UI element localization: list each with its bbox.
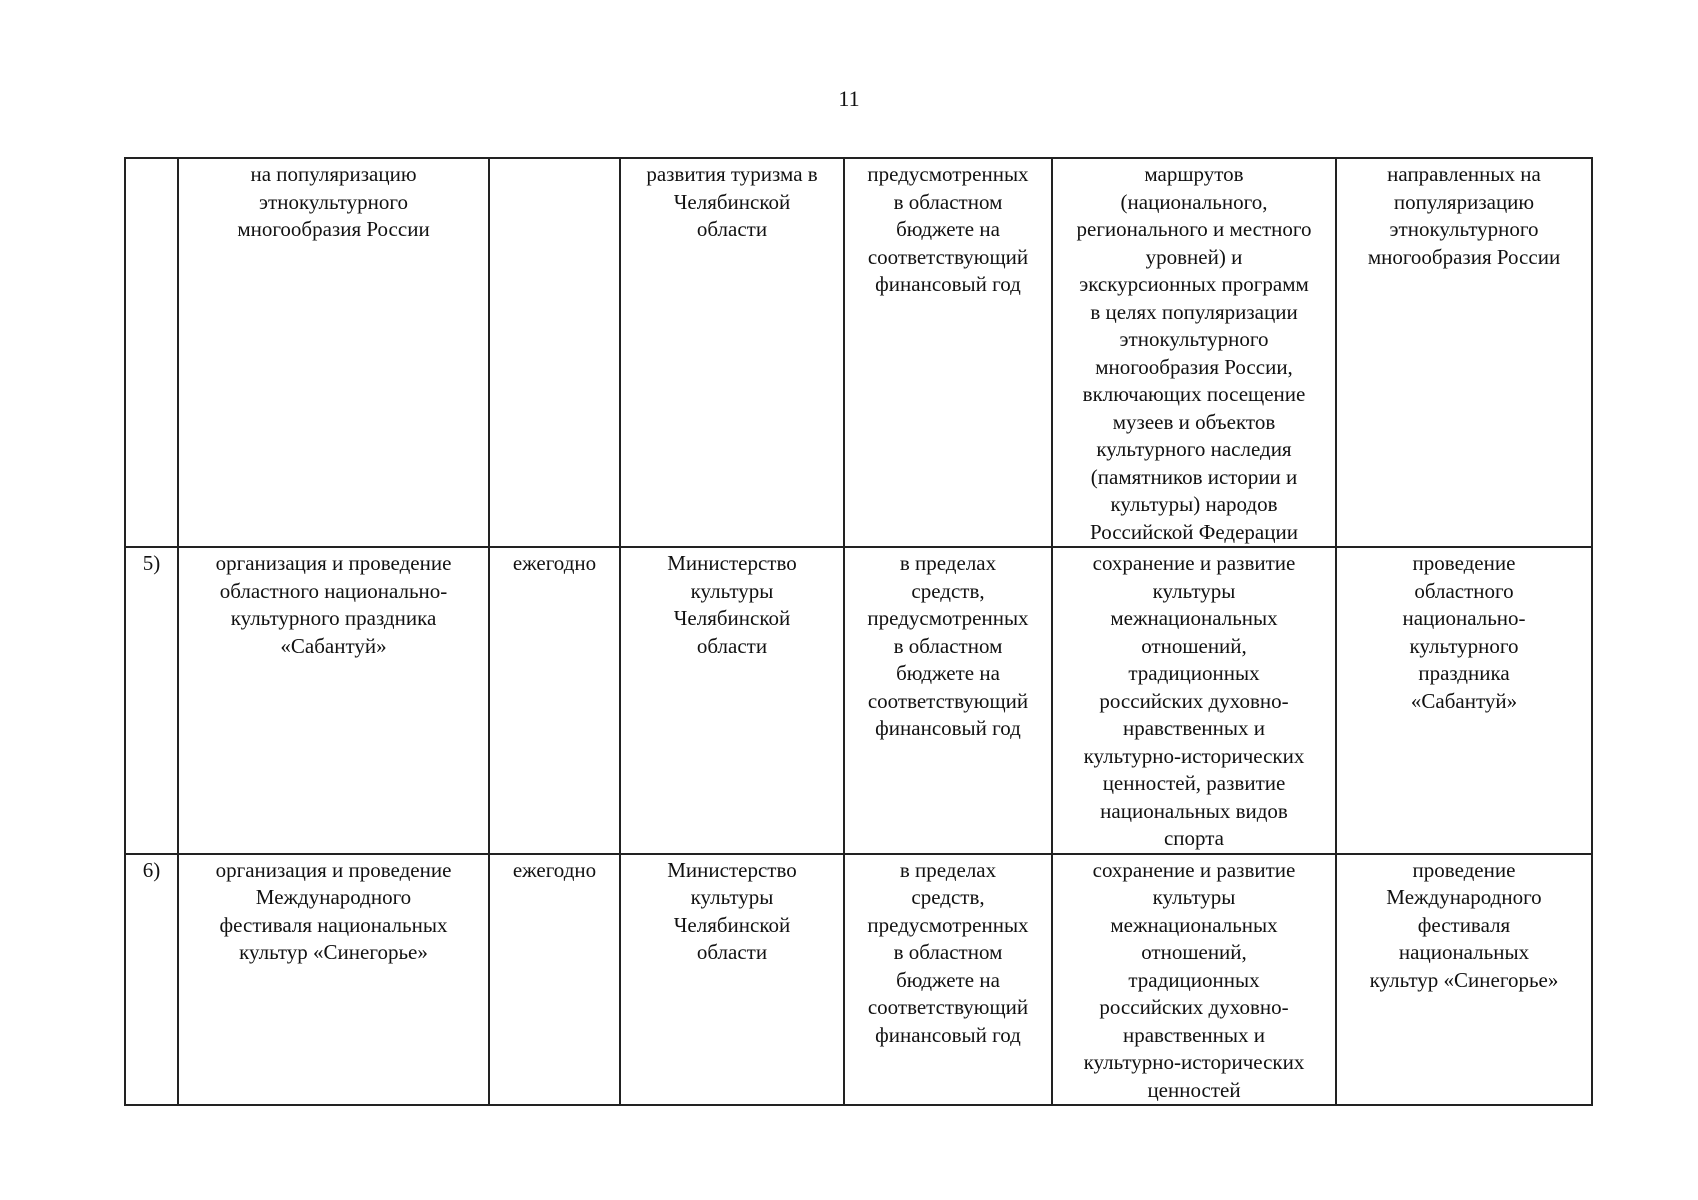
table-row (125, 854, 1592, 1106)
cell-term (489, 158, 620, 547)
table-row (125, 547, 1592, 854)
cell-number: 5) (125, 547, 178, 854)
cell-result: направленных на популяризацию этнокультурного многообразия России (1336, 158, 1592, 547)
cell-event: организация и проведение областного национально- культурного праздника «Сабантуй» (178, 547, 489, 854)
cell-goal: сохранение и развитие культуры межнациональных отношений, традиционных российских духовно- нравственных и культурно-исторических ценностей (1052, 854, 1336, 1106)
cell-funding: в пределах средств, предусмотренных в областном бюджете на соответствующий финансовый год (844, 547, 1052, 854)
cell-term: ежегодно (489, 854, 620, 1106)
cell-goal: сохранение и развитие культуры межнациональных отношений, традиционных российских духовно- нравственных и культурно-исторических ценностей, развитие национальных видов спорта (1052, 547, 1336, 854)
cell-result: проведение областного национально- культурного праздника «Сабантуй» (1336, 547, 1592, 854)
cell-executor: Министерство культуры Челябинской области (620, 547, 844, 854)
cell-term: ежегодно (489, 547, 620, 854)
cell-event: организация и проведение Международного фестиваля национальных культур «Синегорье» (178, 854, 489, 1106)
table-row (125, 158, 1592, 547)
cell-funding: предусмотренных в областном бюджете на соответствующий финансовый год (844, 158, 1052, 547)
cell-number (125, 158, 178, 547)
page-number: 11 (838, 86, 860, 111)
cell-result: проведение Международного фестиваля национальных культур «Синегорье» (1336, 854, 1592, 1106)
cell-event: на популяризацию этнокультурного многообразия России (178, 158, 489, 547)
cell-goal: маршрутов (национального, регионального и местного уровней) и экскурсионных программ в целях популяризации этнокультурного многообразия России, включающих посещение музеев и объектов культурного наследия (памятников истории и культуры) народов Российской Федерации (1052, 158, 1336, 547)
cell-executor: Министерство культуры Челябинской области (620, 854, 844, 1106)
cell-executor: развития туризма в Челябинской области (620, 158, 844, 547)
plan-table (124, 157, 1593, 1106)
cell-funding: в пределах средств, предусмотренных в областном бюджете на соответствующий финансовый год (844, 854, 1052, 1106)
cell-number: 6) (125, 854, 178, 1106)
